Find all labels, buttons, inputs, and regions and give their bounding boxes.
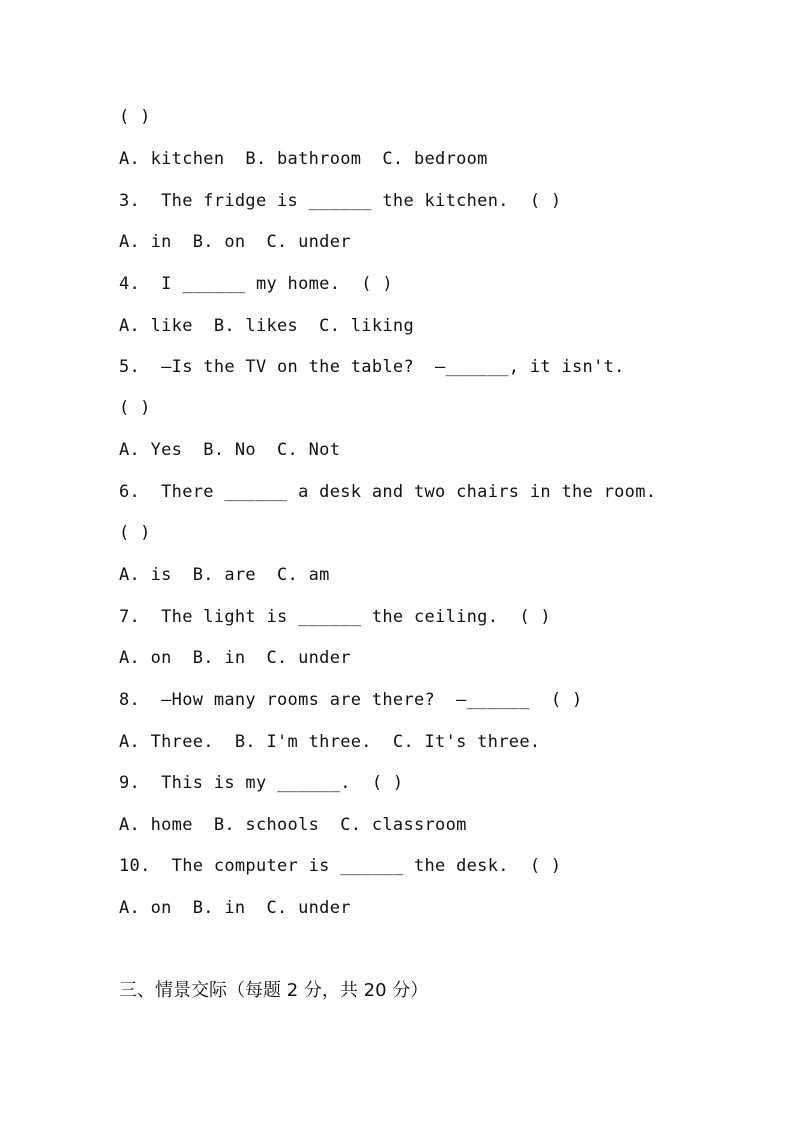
question-4-options: A. like B. likes C. liking	[119, 316, 414, 336]
question-5-options: A. Yes B. No C. Not	[119, 440, 341, 460]
question-5-stem: 5. —Is the TV on the table? —______, it isn't.	[119, 357, 625, 377]
question-4-stem: 4. I ______ my home. ( )	[119, 274, 393, 294]
question-9-options: A. home B. schools C. classroom	[119, 815, 467, 835]
question-8-stem: 8. —How many rooms are there? —______ ( )	[119, 690, 583, 710]
question-7-stem: 7. The light is ______ the ceiling. ( )	[119, 607, 551, 627]
question-9-stem: 9. This is my ______. ( )	[119, 773, 404, 793]
question-3-options: A. in B. on C. under	[119, 232, 351, 252]
question-10-stem: 10. The computer is ______ the desk. ( )	[119, 856, 562, 876]
question-2-options: A. kitchen B. bathroom C. bedroom	[119, 149, 488, 169]
question-10-options: A. on B. in C. under	[119, 898, 351, 918]
question-6-options: A. is B. are C. am	[119, 565, 330, 585]
question-6-stem: 6. There ______ a desk and two chairs in the room.	[119, 482, 657, 502]
question-7-options: A. on B. in C. under	[119, 648, 351, 668]
section-heading: 三、情景交际（每题 2 分，共 20 分）	[119, 980, 429, 1001]
question-8-options: A. Three. B. I'm three. C. It's three.	[119, 732, 541, 752]
answer-bracket-5: ( )	[119, 398, 151, 418]
answer-bracket-2: ( )	[119, 107, 151, 127]
answer-bracket-6: ( )	[119, 523, 151, 543]
question-3-stem: 3. The fridge is ______ the kitchen. ( )	[119, 191, 562, 211]
